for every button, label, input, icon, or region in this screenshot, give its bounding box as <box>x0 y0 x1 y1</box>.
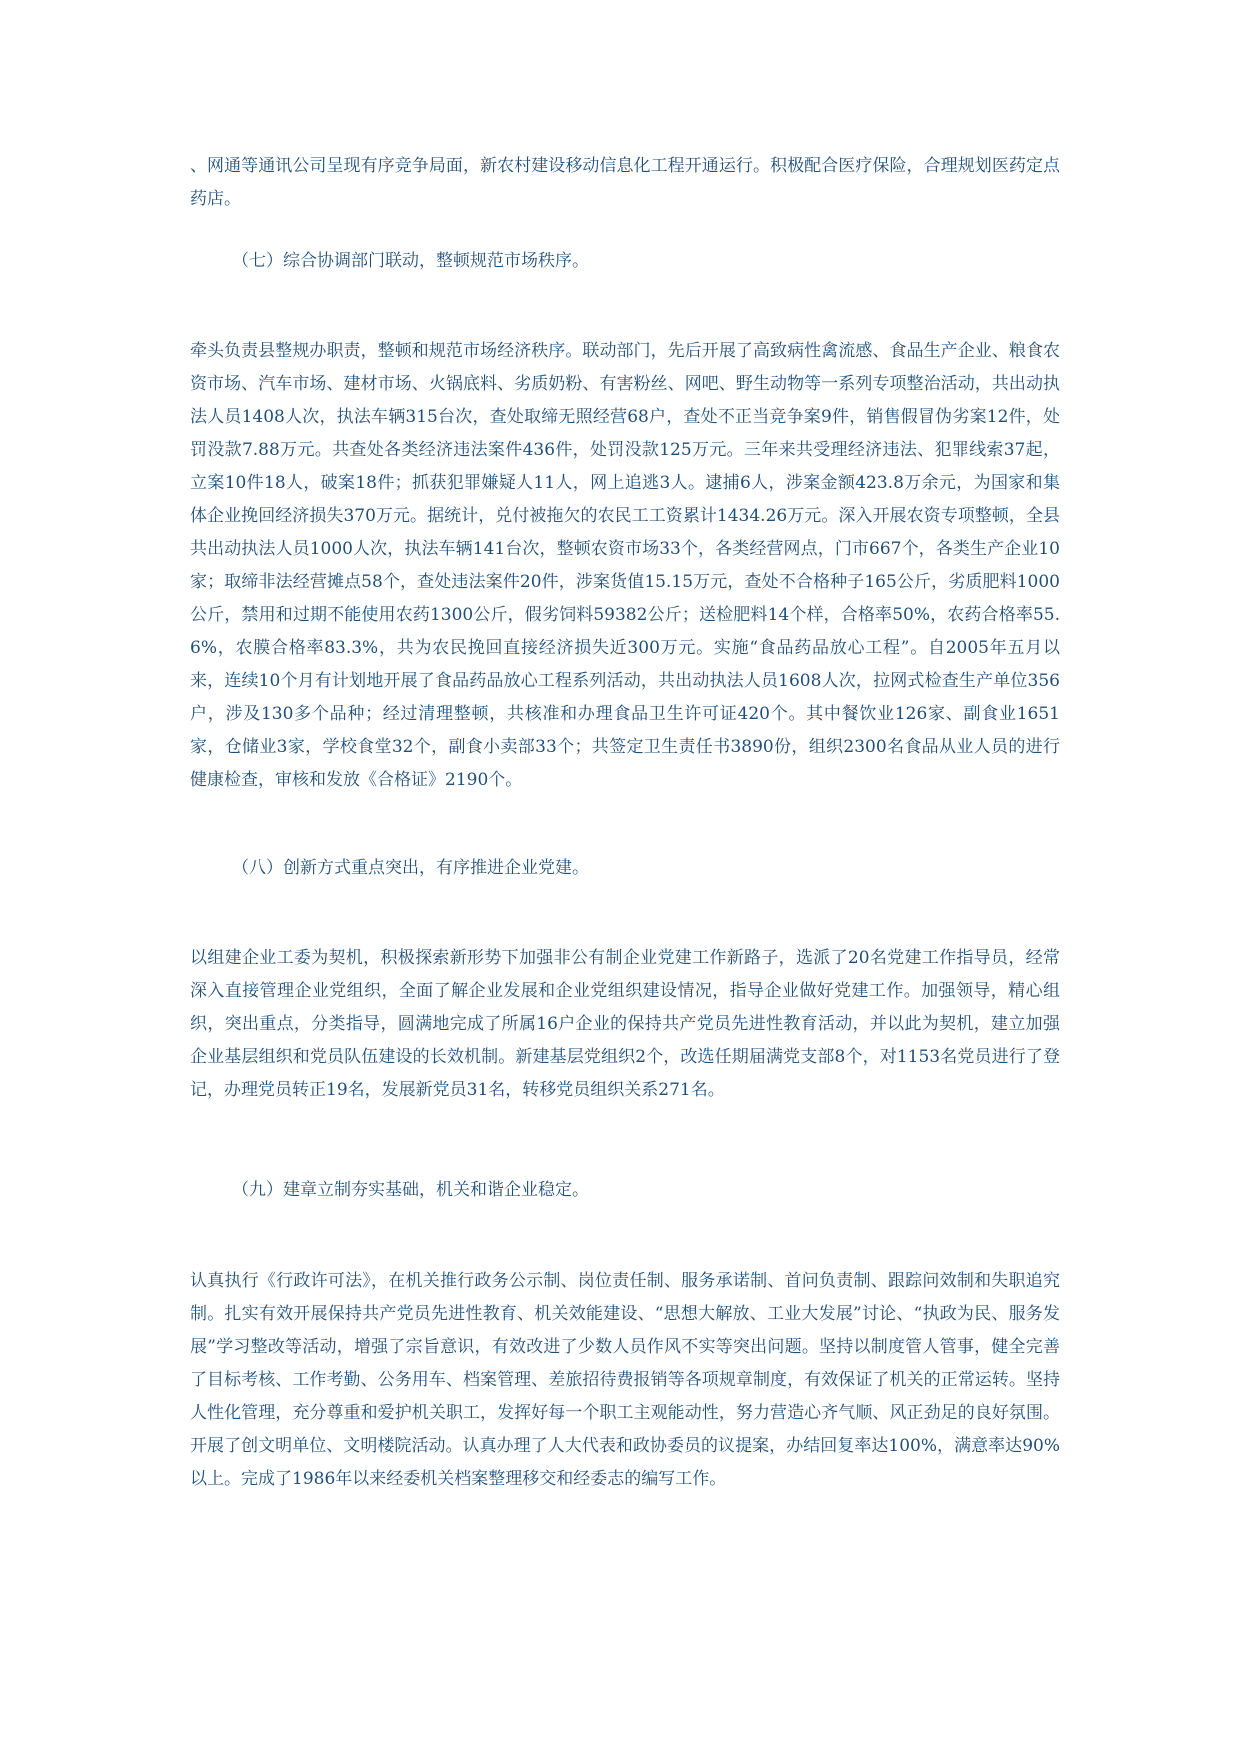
section-heading-9: （九）建章立制夯实基础，机关和谐企业稳定。 <box>232 1180 589 1200</box>
paragraph-market-order: 牵头负责县整规办职责，整顿和规范市场经济秩序。联动部门，先后开展了高致病性禽流感、食品生产企业、粮食农资市场、汽车市场、建材市场、火锅底料、劣质奶粉、有害粉丝、网吧、野生动物等一系列专项整治活动，共出动执法人员1408人次，执法车辆315台次，查处取缔无照经营68户，查处不正当竞争案9件，销售假冒伪劣案12件，处罚没款7.88万元。共查处各类经济违法案件436件，处罚没款125万元。三年来共受理经济违法、犯罪线索37起，立案10件18人，破案18件；抓获犯罪嫌疑人11人，网上追逃3人。逮捕6人，涉案金额423.8万余元，为国家和集体企业挽回经济损失370万元。据统计，兑付被拖欠的农民工工资累计1434.26万元。深入开展农资专项整顿，全县共出动执法人员1000人次，执法车辆141台次，整顿农资市场33个，各类经营网点，门市667个，各类生产企业10家；取缔非法经营摊点58个，查处违法案件20件，涉案货值15.15万元，查处不合格种子165公斤，劣质肥料1000公斤，禁用和过期不能使用农药1300公斤，假劣饲料59382公斤；送检肥料14个样，合格率50%，农药合格率55.6%，农膜合格率83.3%，共为农民挽回直接经济损失近300万元。实施“食品药品放心工程”。自2005年五月以来，连续10个月有计划地开展了食品药品放心工程系列活动，共出动执法人员1608人次，拉网式检查生产单位356户，涉及130多个品种；经过清理整顿，共核准和办理食品卫生许可证420个。其中餐饮业126家、副食业1651家，仓储业3家，学校食堂32个，副食小卖部33个；共签定卫生责任书3890份，组织2300名食品从业人员的进行健康检查，审核和发放《合格证》2190个。 <box>190 341 1060 790</box>
paragraph-telecom-medical: 、网通等通讯公司呈现有序竞争局面，新农村建设移动信息化工程开通运行。积极配合医疗保险，合理规划医药定点药店。 <box>190 156 1060 209</box>
paragraph-party-building: 以组建企业工委为契机，积极探索新形势下加强非公有制企业党建工作新路子，选派了20名党建工作指导员，经常深入直接管理企业党组织，全面了解企业发展和企业党组织建设情况，指导企业做好党建工作。加强领导，精心组织，突出重点，分类指导，圆满地完成了所属16户企业的保持共产党员先进性教育活动，并以此为契机，建立加强企业基层组织和党员队伍建设的长效机制。新建基层党组织2个，改选任期届满党支部8个，对1153名党员进行了登记，办理党员转正19名，发展新党员31名，转移党员组织关系271名。 <box>190 948 1060 1100</box>
paragraph-institutional-rules: 认真执行《行政许可法》，在机关推行政务公示制、岗位责任制、服务承诺制、首问负责制、跟踪问效制和失职追究制。扎实有效开展保持共产党员先进性教育、机关效能建设、“思想大解放、工业大发展”讨论、“执政为民、服务发展”学习整改等活动，增强了宗旨意识，有效改进了少数人员作风不实等突出问题。坚持以制度管人管事，健全完善了目标考核、工作考勤、公务用车、档案管理、差旅招待费报销等各项规章制度，有效保证了机关的正常运转。坚持人性化管理，充分尊重和爱护机关职工，发挥好每一个职工主观能动性，努力营造心齐气顺、风正劲足的良好氛围。开展了创文明单位、文明楼院活动。认真办理了人大代表和政协委员的议提案，办结回复率达100%，满意率达90%以上。完成了1986年以来经委机关档案整理移交和经委志的编写工作。 <box>190 1271 1060 1489</box>
section-heading-7: （七）综合协调部门联动，整顿规范市场秩序。 <box>232 251 589 271</box>
section-heading-8: （八）创新方式重点突出，有序推进企业党建。 <box>232 858 589 878</box>
